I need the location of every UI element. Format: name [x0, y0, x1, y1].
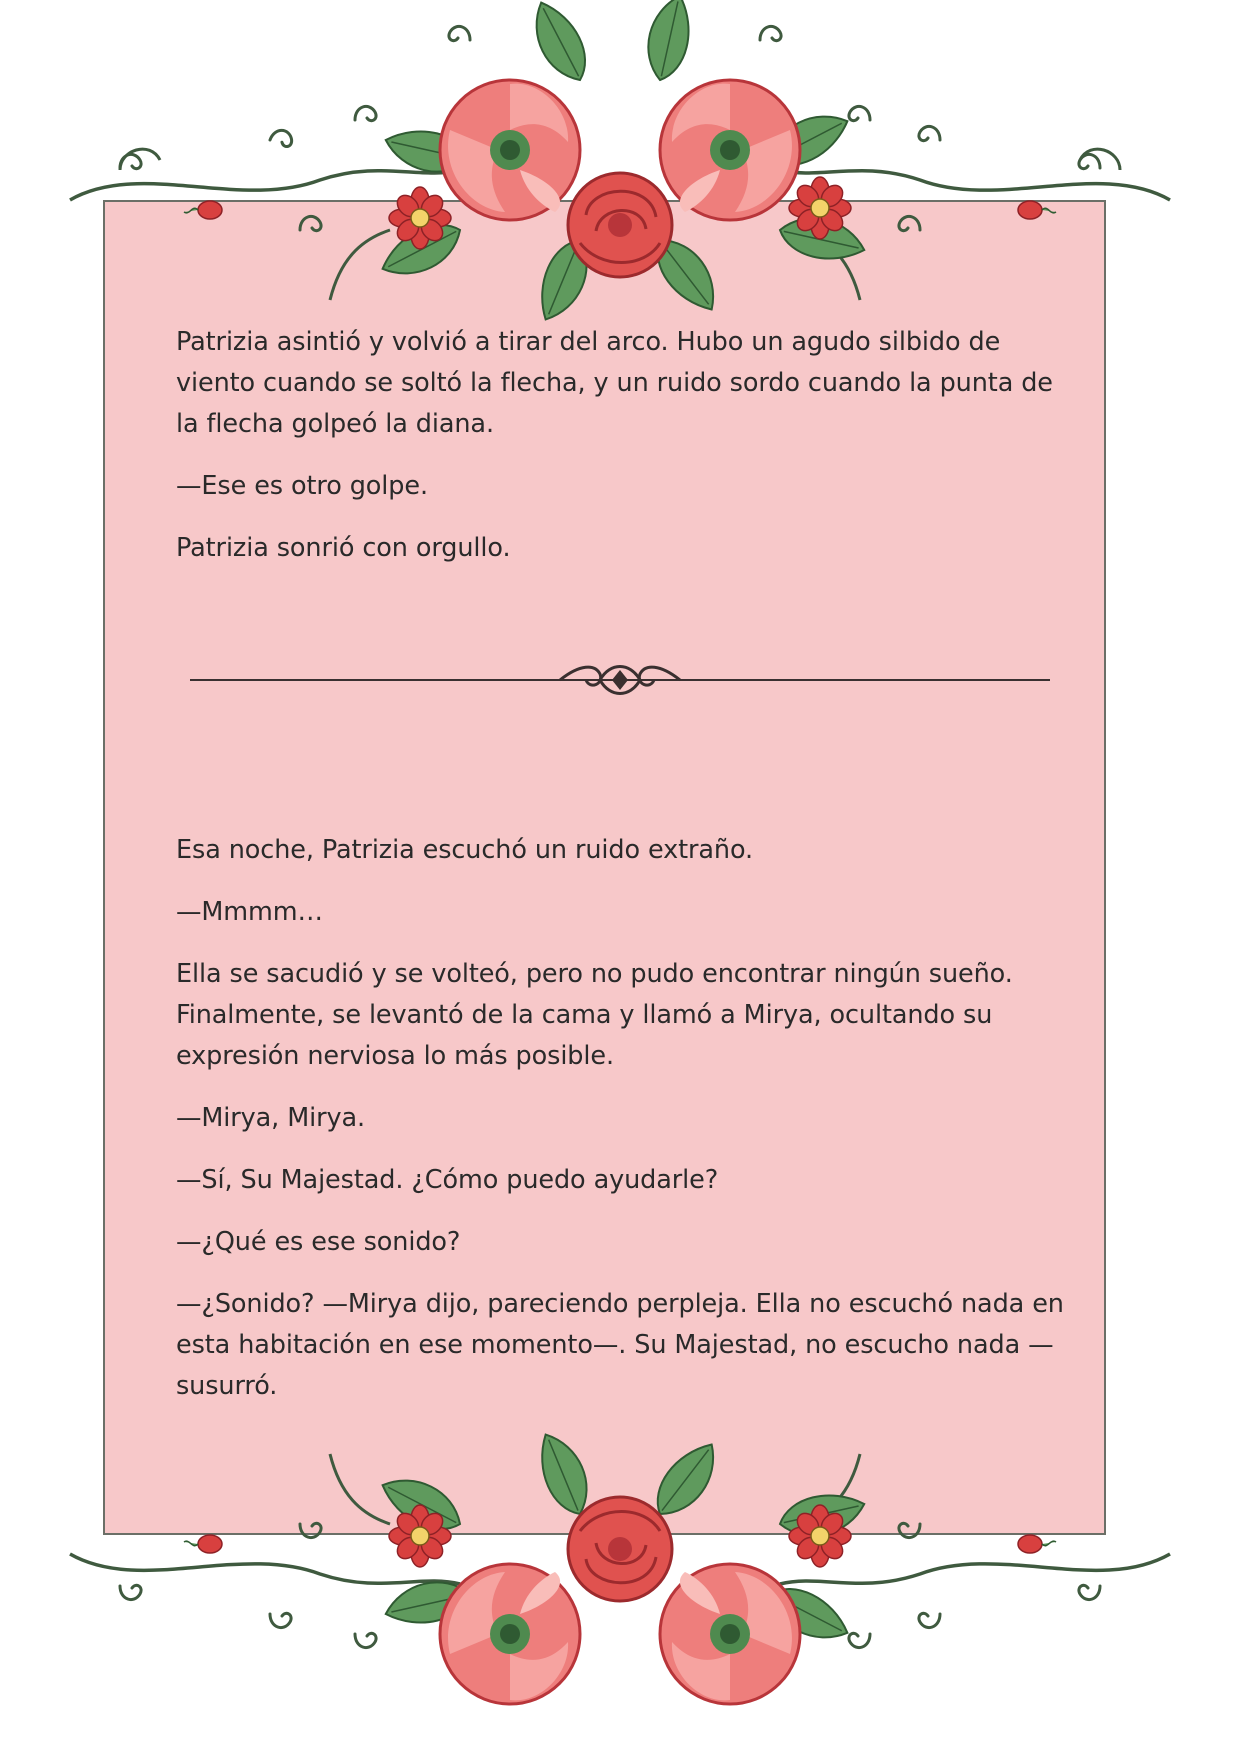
paragraph: Patrizia asintió y volvió a tirar del arco. Hubo un agudo silbido de viento cuando se soltó la flecha, y un ruido sordo cuando la punta de la flecha golpeó la diana.	[176, 327, 1053, 439]
paragraph: —Sí, Su Majestad. ¿Cómo puedo ayudarle?	[176, 1165, 719, 1195]
paragraph: Esa noche, Patrizia escuchó un ruido extraño.	[176, 835, 754, 865]
ornamental-divider-icon	[190, 660, 1050, 700]
paragraph: —¿Sonido? —Mirya dijo, pareciendo perpleja. Ella no escuchó nada en esta habitación en ese momento—. Su Majestad, no escucho nada —susurró.	[176, 1289, 1064, 1401]
paragraph: Patrizia sonrió con orgullo.	[176, 533, 511, 563]
floral-garland-bottom-icon	[0, 1415, 1240, 1754]
text-section-1	[176, 322, 1066, 590]
paragraph: —Mirya, Mirya.	[176, 1103, 365, 1133]
paragraph: Ella se sacudió y se volteó, pero no pudo encontrar ningún sueño. Finalmente, se levantó de la cama y llamó a Mirya, ocultando su expresión nerviosa lo más posible.	[176, 959, 1013, 1071]
paragraph: —¿Qué es ese sonido?	[176, 1227, 461, 1257]
floral-garland-top-icon	[0, 0, 1240, 335]
text-section-2	[176, 830, 1066, 1428]
paragraph: —Ese es otro golpe.	[176, 471, 428, 501]
paragraph: —Mmmm…	[176, 897, 323, 927]
